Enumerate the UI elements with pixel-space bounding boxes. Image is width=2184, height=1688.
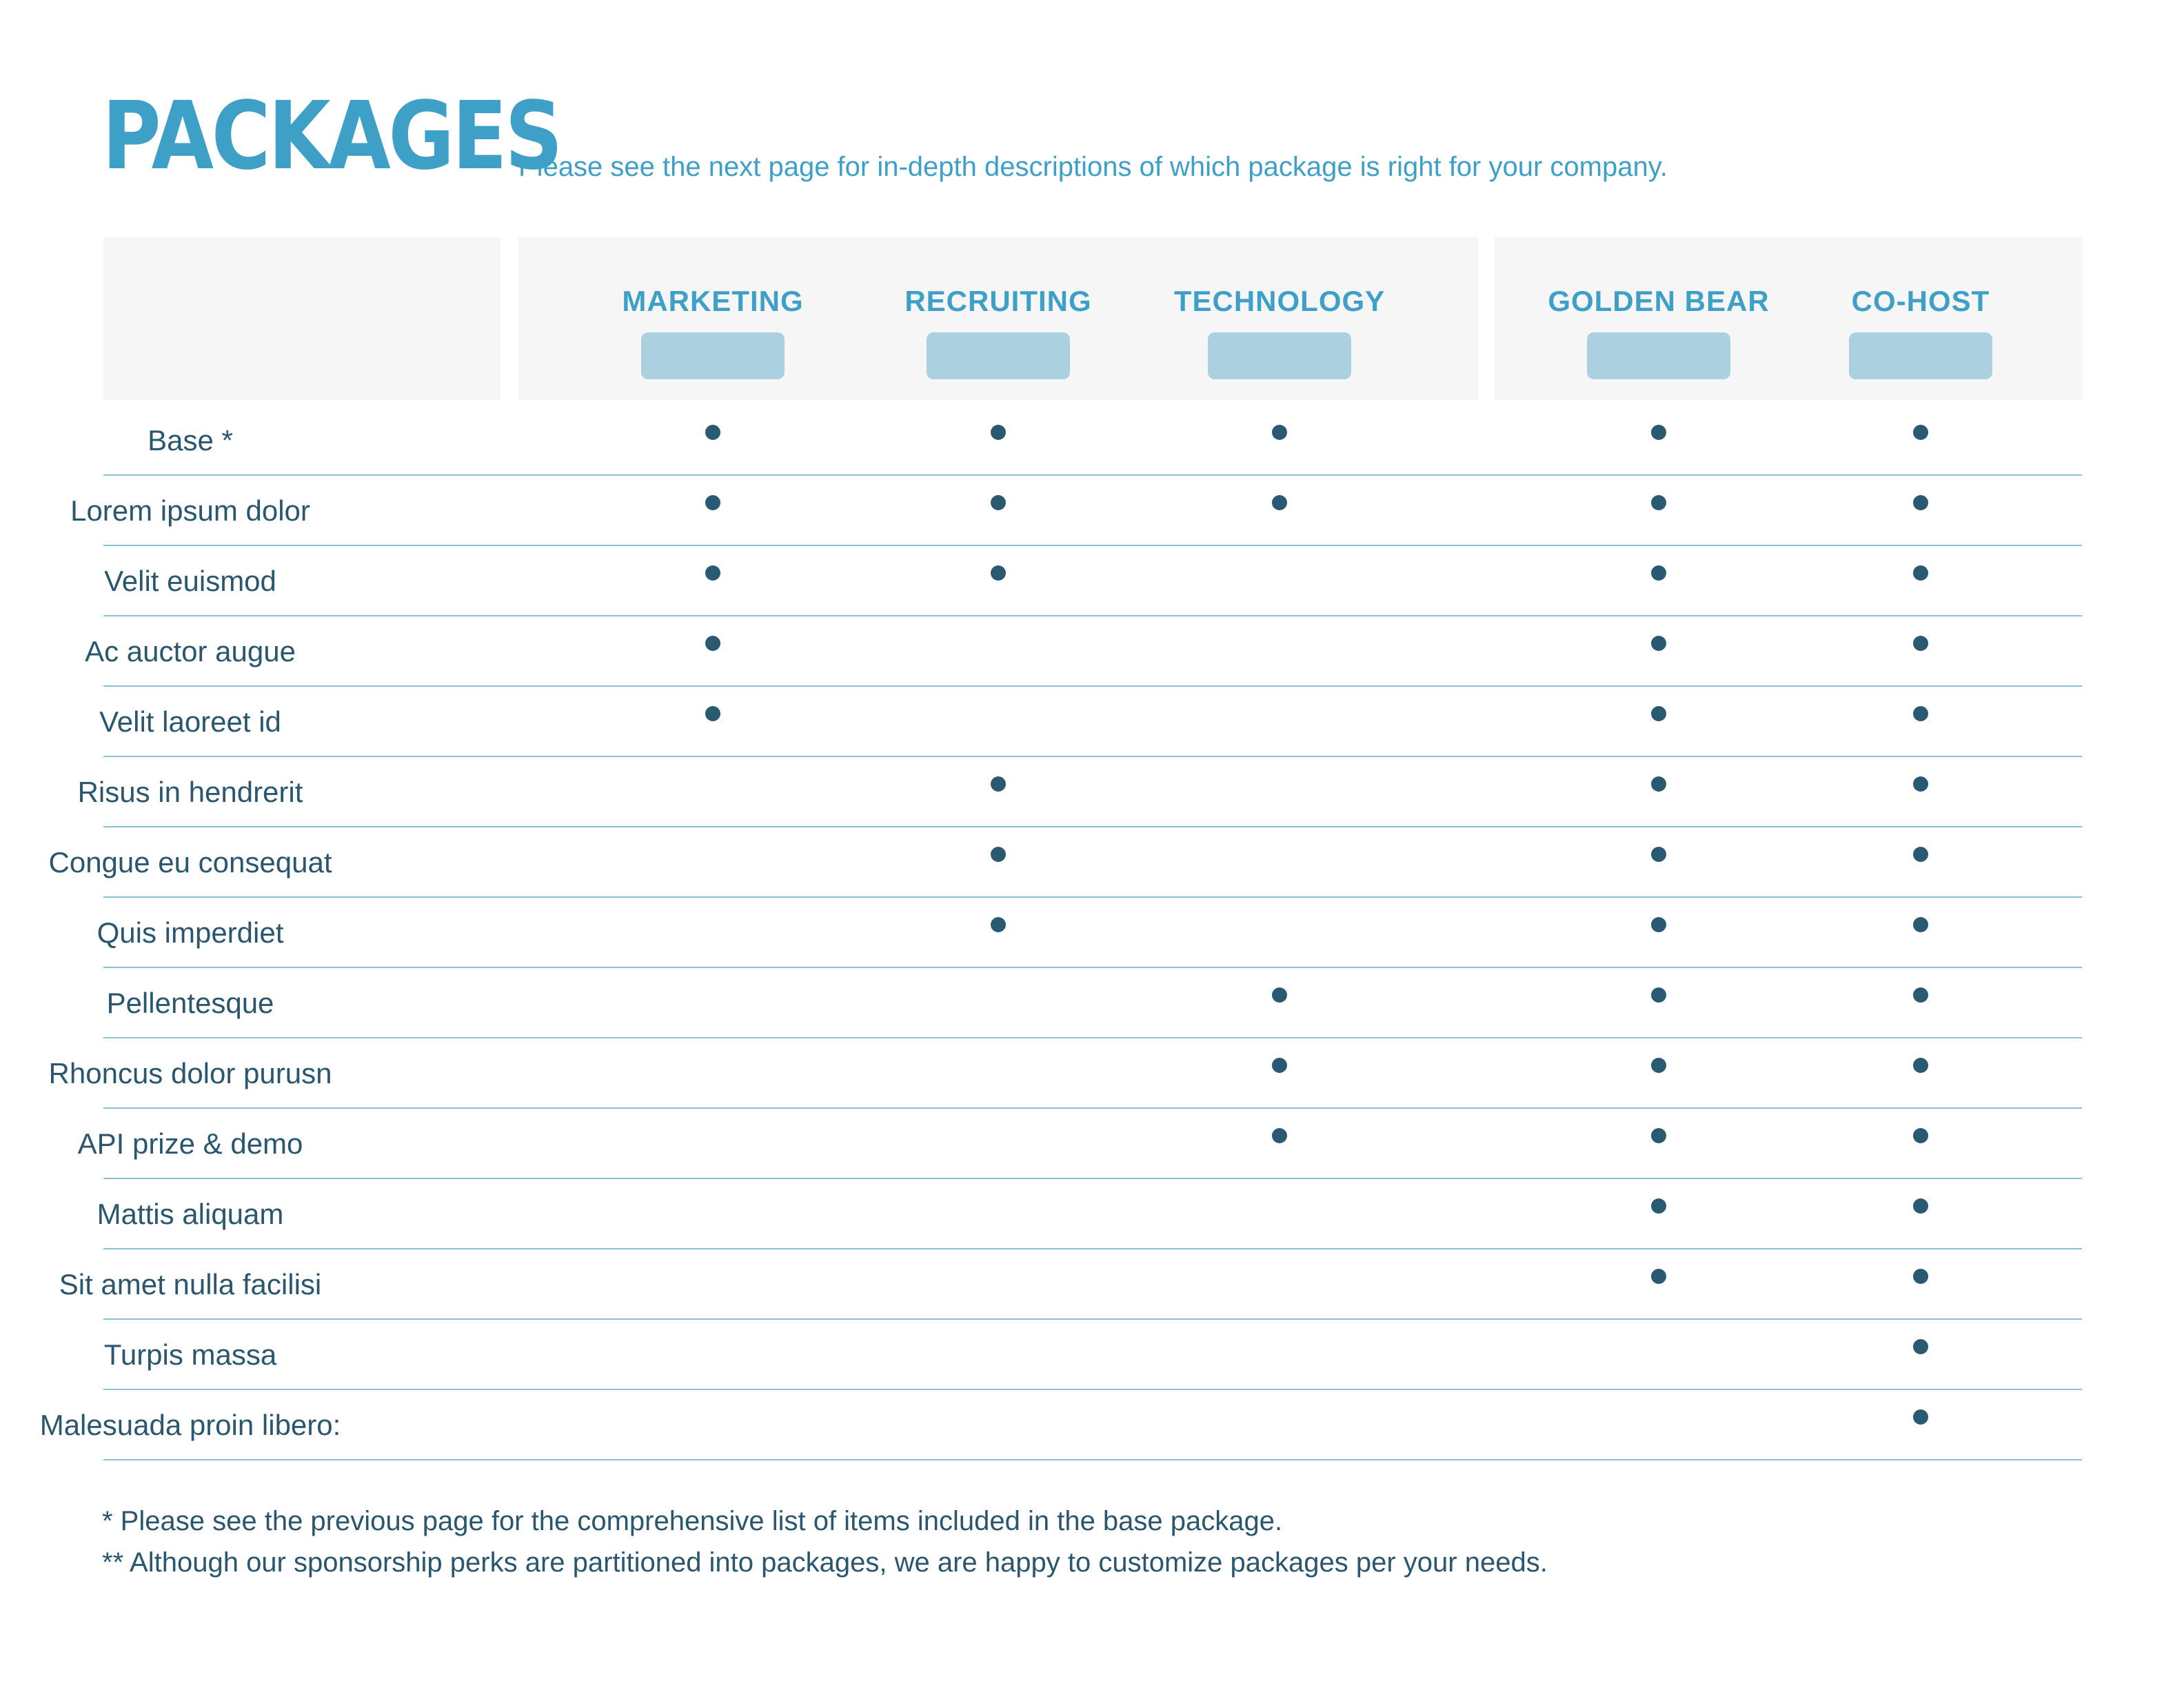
included-dot-co-host: [1913, 636, 1928, 651]
footnote-custom: ** Although our sponsorship perks are partitioned into packages, we are happy to customize packages per your needs.: [102, 1547, 1548, 1578]
included-dot-co-host: [1913, 1339, 1928, 1354]
included-dot-co-host: [1913, 565, 1928, 581]
table-row: [99, 687, 2082, 757]
included-dot-recruiting: [991, 847, 1006, 862]
included-dot-golden-bear: [1651, 495, 1666, 510]
row-label: Mattis aliquam: [97, 1198, 284, 1230]
table-row: [48, 827, 2082, 898]
table-row: [103, 968, 2082, 1038]
package-price-box: [641, 332, 785, 379]
included-dot-technology: [1272, 425, 1287, 440]
table-row: [103, 405, 2082, 476]
included-dot-recruiting: [991, 917, 1006, 932]
table-header-premium-packages: [1495, 237, 2082, 400]
included-dot-golden-bear: [1651, 987, 1666, 1003]
included-dot-co-host: [1913, 1198, 1928, 1214]
included-dot-golden-bear: [1651, 1269, 1666, 1284]
row-label: Ac auctor augue: [85, 635, 296, 667]
table-row: [85, 616, 2082, 687]
row-label: Pellentesque: [106, 987, 274, 1019]
included-dot-marketing: [705, 495, 720, 510]
row-label: Velit laoreet id: [99, 705, 281, 738]
package-price-box: [1587, 332, 1730, 379]
included-dot-co-host: [1913, 495, 1928, 510]
included-dot-technology: [1272, 987, 1287, 1003]
included-dot-marketing: [705, 706, 720, 721]
table-header-blank-cell: [103, 237, 501, 400]
included-dot-technology: [1272, 495, 1287, 510]
included-dot-golden-bear: [1651, 565, 1666, 581]
row-label: Risus in hendrerit: [77, 776, 303, 808]
included-dot-golden-bear: [1651, 776, 1666, 792]
included-dot-technology: [1272, 1128, 1287, 1143]
included-dot-co-host: [1913, 1269, 1928, 1284]
included-dot-golden-bear: [1651, 636, 1666, 651]
included-dot-co-host: [1913, 847, 1928, 862]
footnote-base: * Please see the previous page for the comprehensive list of items included in the base package.: [102, 1506, 1283, 1536]
table-row: [103, 546, 2082, 616]
package-price-box: [1849, 332, 1992, 379]
row-label: API prize & demo: [77, 1127, 303, 1160]
page-title: PACKAGES: [102, 82, 561, 191]
row-label: Congue eu consequat: [48, 846, 332, 878]
included-dot-recruiting: [991, 495, 1006, 510]
included-dot-co-host: [1913, 776, 1928, 792]
included-dot-co-host: [1913, 1128, 1928, 1143]
page-subtitle: Please see the next page for in-depth descriptions of which package is right for your company.: [518, 152, 1668, 182]
row-label: Quis imperdiet: [97, 916, 284, 949]
included-dot-marketing: [705, 636, 720, 651]
included-dot-co-host: [1913, 987, 1928, 1003]
included-dot-golden-bear: [1651, 1128, 1666, 1143]
row-label: Rhoncus dolor purusn: [48, 1057, 332, 1089]
included-dot-co-host: [1913, 1058, 1928, 1073]
table-row: [70, 476, 2082, 546]
included-dot-golden-bear: [1651, 1198, 1666, 1214]
table-row: [97, 898, 2082, 968]
included-dot-recruiting: [991, 776, 1006, 792]
row-label: Turpis massa: [103, 1338, 277, 1371]
included-dot-golden-bear: [1651, 1058, 1666, 1073]
package-price-box: [927, 332, 1070, 379]
included-dot-technology: [1272, 1058, 1287, 1073]
table-row: [77, 757, 2082, 827]
package-header-co-host: CO-HOST: [1851, 285, 1990, 317]
package-price-box: [1208, 332, 1351, 379]
included-dot-co-host: [1913, 425, 1928, 440]
included-dot-co-host: [1913, 917, 1928, 932]
included-dot-golden-bear: [1651, 847, 1666, 862]
included-dot-golden-bear: [1651, 706, 1666, 721]
row-label: Base *: [148, 424, 233, 456]
package-header-recruiting: RECRUITING: [904, 285, 1092, 317]
package-header-golden-bear: GOLDEN BEAR: [1548, 285, 1770, 317]
row-label: Sit amet nulla facilisi: [59, 1268, 322, 1300]
table-row: [97, 1179, 2082, 1249]
included-dot-golden-bear: [1651, 917, 1666, 932]
included-dot-marketing: [705, 425, 720, 440]
included-dot-co-host: [1913, 1409, 1928, 1425]
row-label: Lorem ipsum dolor: [70, 494, 310, 527]
included-dot-recruiting: [991, 425, 1006, 440]
table-row: [48, 1038, 2082, 1109]
table-row: [59, 1249, 2082, 1320]
row-label: Velit euismod: [104, 565, 276, 597]
table-row: [39, 1390, 2082, 1460]
included-dot-recruiting: [991, 565, 1006, 581]
row-label: Malesuada proin libero:: [39, 1409, 341, 1441]
package-header-marketing: MARKETING: [622, 285, 804, 317]
table-row: [103, 1320, 2082, 1390]
included-dot-co-host: [1913, 706, 1928, 721]
included-dot-marketing: [705, 565, 720, 581]
table-row: [77, 1109, 2082, 1179]
included-dot-golden-bear: [1651, 425, 1666, 440]
package-header-technology: TECHNOLOGY: [1173, 285, 1386, 317]
